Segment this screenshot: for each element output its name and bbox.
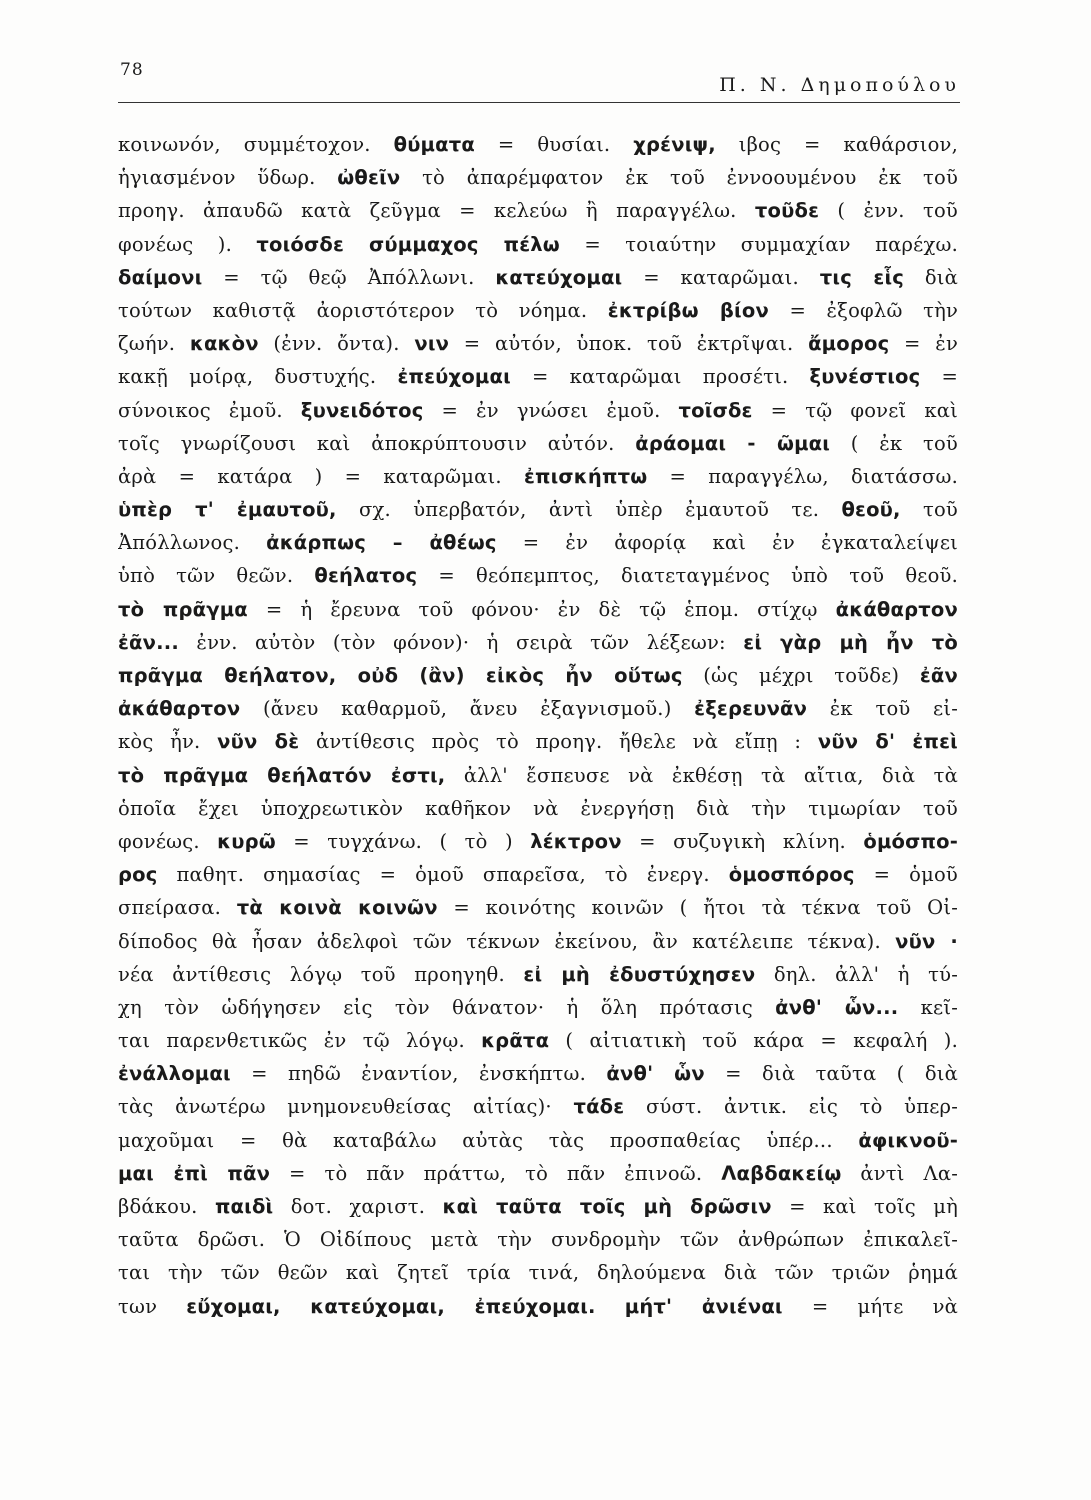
headword: ὁμοσπόρος: [728, 863, 855, 887]
gloss-text: σχ. ὑπερβατόν, ἀντὶ ὑπὲρ ἐμαυτοῦ τε.: [336, 498, 842, 522]
headword: ἐᾶν: [919, 664, 958, 687]
gloss-text: ( ἐνν. τοῦ: [819, 199, 958, 223]
text-line: [118, 659, 958, 692]
gloss-text: σύνοικος ἐμοῦ.: [118, 398, 301, 422]
text-line: [118, 1090, 958, 1123]
headword: μήτ' ἀνιέναι: [624, 1294, 783, 1318]
headword: καὶ ταῦτα τοῖς μὴ δρῶσιν: [442, 1195, 772, 1218]
headword: ἐπισκήπτω: [523, 464, 648, 488]
gloss-text: = καταρῶμαι προσέτι.: [510, 365, 810, 389]
text-line: [118, 161, 958, 194]
text-line: [118, 1157, 958, 1190]
gloss-text: (ἄνευ καθαρμοῦ, ἄνευ ἐξαγνισμοῦ.): [240, 697, 695, 721]
gloss-text: κοινωνόν, συμμέτοχον.: [118, 133, 394, 156]
gloss-text: = ἐν ἀφορίᾳ καὶ ἐν ἐγκαταλείψει: [496, 531, 958, 555]
gloss-text: = τυγχάνω. ( τὸ ): [275, 829, 531, 853]
gloss-text: ζωήν.: [118, 332, 190, 356]
text-line: [118, 294, 958, 327]
gloss-text: = διὰ ταῦτα ( διὰ: [704, 1062, 958, 1086]
headword: ρος: [118, 863, 158, 887]
gloss-text: δίποδος θὰ ἦσαν ἀδελφοὶ τῶν τέκνων ἐκείνου, ἂν κατέλειπε τέκνα).: [118, 929, 896, 953]
text-line: [118, 1290, 958, 1323]
gloss-text: = ἐν γνώσει ἐμοῦ.: [423, 398, 679, 422]
gloss-text: μαχοῦμαι = θὰ καταβάλω αὐτὰς τὰς προσπαθείας ὑπέρ...: [118, 1128, 859, 1152]
gloss-text: κακῇ μοίρᾳ, δυστυχής.: [118, 365, 398, 389]
gloss-text: = κοινότης κοινῶν ( ἤτοι τὰ τέκνα τοῦ Οἰ-: [437, 896, 958, 920]
text-line: [118, 1124, 958, 1157]
gloss-text: ἐκ τοῦ εἰ-: [807, 697, 958, 721]
headword: τάδε: [573, 1095, 625, 1119]
gloss-text: ιβος = καθάρσιον,: [715, 133, 958, 156]
gloss-text: σπείρασα.: [118, 896, 237, 920]
headword: ἄμορος: [808, 332, 890, 356]
text-line: [118, 559, 958, 592]
gloss-text: προηγ. ἀπαυδῶ κατὰ ζεῦγμα = κελεύω ἢ παραγγέλω.: [118, 199, 755, 223]
gloss-text: φονέως ).: [118, 232, 257, 256]
text-line: [118, 128, 958, 161]
gloss-text: ἀλλ' ἔσπευσε νὰ ἐκθέσῃ τὰ αἴτια, διὰ τὰ: [445, 763, 958, 787]
headword: ἀράομαι - ῶμαι: [635, 431, 831, 455]
gloss-text: = τοιαύτην συμμαχίαν παρέχω.: [559, 232, 958, 256]
gloss-text: ( ἐκ τοῦ: [830, 431, 958, 455]
text-line: [118, 692, 958, 725]
headword: παιδὶ: [214, 1195, 274, 1218]
gloss-text: ὑπὸ τῶν θεῶν.: [118, 564, 315, 588]
headword: ὠθεῖν: [337, 166, 401, 190]
text-line: [118, 228, 958, 261]
headword: εἰ γὰρ μὴ ἦν τὸ: [743, 630, 958, 654]
headword: ὑπὲρ τ' ἐμαυτοῦ,: [118, 498, 337, 522]
text-line: [118, 261, 958, 294]
gloss-text: = ἡ ἔρευνα τοῦ φόνου· ἐν δὲ τῷ ἑπομ. στίχῳ: [247, 597, 836, 621]
headword: ἀνθ' ὧν...: [775, 995, 899, 1019]
headword: ἀκάρπως – ἀθέως: [266, 531, 497, 555]
text-line: [118, 194, 958, 227]
text-line: [118, 626, 958, 659]
commentary-text: [118, 128, 958, 1323]
gloss-text: τούτων καθιστᾷ ἀοριστότερον τὸ νόημα.: [118, 298, 608, 322]
headword: κυρῶ: [217, 829, 276, 853]
gloss-text: κεῖ-: [898, 995, 958, 1019]
gloss-text: ἀντίθεσις πρὸς τὸ προηγ. ἤθελε νὰ εἴπῃ :: [299, 730, 818, 754]
gloss-text: ὁποῖα ἔχει ὑποχρεωτικὸν καθῆκον νὰ ἐνεργήσῃ διὰ τὴν τιμωρίαν τοῦ: [118, 796, 958, 820]
gloss-text: τὸ ἀπαρέμφατον ἐκ τοῦ ἐννοουμένου ἐκ τοῦ: [400, 166, 958, 190]
gloss-text: ταῦτα δρῶσι. Ὁ Οἰδίπους μετὰ τὴν συνδρομὴν τῶν ἀνθρώπων ἐπικαλεῖ-: [118, 1228, 958, 1252]
headword: δαίμονι: [118, 265, 203, 289]
gloss-text: = θεόπεμπτος, διατεταγμένος ὑπὸ τοῦ θεοῦ.: [417, 564, 958, 588]
gloss-text: = πηδῶ ἐναντίον, ἐνσκήπτω.: [230, 1062, 607, 1086]
headword: εἰ μὴ ἐδυστύχησεν: [523, 962, 756, 986]
gloss-text: = αὐτόν, ὑποκ. τοῦ ἐκτρῖψαι.: [449, 332, 809, 356]
gloss-text: ται τὴν τῶν θεῶν καὶ ζητεῖ τρία τινά, δηλούμενα διὰ τῶν τριῶν ῥημά: [118, 1261, 958, 1285]
headword: εὔχομαι, κατεύχομαι, ἐπεύχομαι.: [186, 1294, 596, 1318]
gloss-text: [596, 1295, 625, 1318]
gloss-text: = συζυγικὴ κλίνη.: [621, 829, 864, 853]
headword: κατεύχομαι: [495, 265, 623, 289]
gloss-text: =: [920, 365, 958, 389]
headword: ἐπεύχομαι: [397, 365, 511, 389]
text-line: [118, 1024, 958, 1057]
text-line: [118, 427, 958, 460]
gloss-text: Ἀπόλλωνος.: [118, 531, 267, 555]
gloss-text: = τῷ θεῷ Ἀπόλλωνι.: [202, 265, 496, 289]
gloss-text: βδάκου.: [118, 1195, 215, 1218]
gloss-text: = ἐν: [889, 332, 958, 356]
text-line: [118, 1057, 958, 1090]
headword: τοῖσδε: [678, 398, 753, 422]
text-line: [118, 1190, 958, 1223]
headword: θεοῦ,: [841, 498, 901, 522]
text-line: [118, 1256, 958, 1289]
headword: ἐκτρίβω βίον: [607, 298, 769, 322]
headword: νῦν δὲ: [217, 730, 300, 754]
gloss-text: ἐνν. αὐτὸν (τὸν φόνον)· ἡ σειρὰ τῶν λέξεων:: [178, 630, 744, 654]
headword: ἀφικνοῦ-: [858, 1128, 958, 1152]
running-head: Π. Ν. Δημοπούλου: [719, 74, 960, 96]
gloss-text: νέα ἀντίθεσις λόγῳ τοῦ προηγηθ.: [118, 962, 524, 986]
text-line: [118, 759, 958, 792]
gloss-text: = τῷ φονεῖ καὶ: [752, 398, 958, 422]
headword: ἀκάθαρτον: [835, 597, 958, 621]
gloss-text: = καταρῶμαι.: [622, 265, 820, 289]
headword: ξυνέστιος: [809, 365, 921, 389]
headword: ἐξερευνᾶν: [694, 697, 808, 721]
page-number: 78: [120, 60, 144, 80]
text-line: [118, 360, 958, 393]
headword: τις εἷς: [819, 265, 905, 289]
gloss-text: = θυσίαι.: [474, 133, 634, 156]
text-line: [118, 394, 958, 427]
gloss-text: ἡγιασμένον ὕδωρ.: [118, 166, 338, 190]
gloss-text: = τὸ πᾶν πράττω, τὸ πᾶν ἐπινοῶ.: [270, 1161, 722, 1185]
gloss-text: φονέως.: [118, 829, 218, 853]
headword: κακὸν: [189, 332, 259, 356]
headword: ξυνειδότος: [300, 398, 424, 422]
gloss-text: = καὶ τοῖς μὴ: [771, 1195, 958, 1218]
headword: μαι ἐπὶ πᾶν: [118, 1161, 271, 1185]
headword: θεήλατος: [314, 564, 418, 588]
gloss-text: ἀρὰ = κατάρα ) = καταρῶμαι.: [118, 464, 524, 488]
gloss-text: (ἐνν. ὄντα).: [258, 332, 415, 356]
text-line: [118, 825, 958, 858]
gloss-text: = παραγγέλω, διατάσσω.: [647, 464, 958, 488]
text-line: [118, 493, 958, 526]
headword: τὸ πρᾶγμα: [118, 597, 248, 621]
text-line: [118, 327, 958, 360]
text-line: [118, 526, 958, 559]
headword: κρᾶτα: [481, 1029, 550, 1053]
headword: ἀνθ' ὧν: [606, 1062, 705, 1086]
gloss-text: = ὁμοῦ: [854, 863, 958, 887]
text-line: [118, 925, 958, 958]
gloss-text: κὸς ἦν.: [118, 730, 218, 754]
gloss-text: παθητ. σημασίας = ὁμοῦ σπαρεῖσα, τὸ ἐνεργ.: [157, 863, 729, 887]
text-line: [118, 958, 958, 991]
headword: τοιόσδε σύμμαχος πέλω: [256, 232, 560, 256]
headword: ἐνάλλομαι: [118, 1062, 231, 1086]
gloss-text: = μήτε νὰ: [782, 1294, 958, 1318]
headword: θύματα: [393, 133, 475, 156]
headword: ἐᾶν...: [118, 630, 179, 654]
gloss-text: σύστ. ἀντικ. εἰς τὸ ὑπερ-: [624, 1095, 958, 1119]
gloss-text: των: [118, 1294, 187, 1318]
text-line: [118, 460, 958, 493]
gloss-text: ἀντὶ Λα-: [841, 1161, 958, 1185]
headword: ἀκάθαρτον: [118, 697, 241, 721]
headword: χρένιψ,: [633, 133, 716, 156]
gloss-text: (ὡς μέχρι τοῦδε): [682, 664, 920, 687]
page-header: [118, 58, 960, 103]
text-line: [118, 891, 958, 924]
gloss-text: ται παρενθετικῶς ἐν τῷ λόγῳ.: [118, 1029, 482, 1053]
gloss-text: τοῖς γνωρίζουσι καὶ ἀποκρύπτουσιν αὐτόν.: [118, 431, 636, 455]
text-line: [118, 593, 958, 626]
headword: ὁμόσπο-: [863, 829, 958, 853]
headword: λέκτρον: [530, 829, 622, 853]
text-line: [118, 858, 958, 891]
headword: τὰ κοινὰ κοινῶν: [236, 896, 438, 920]
headword: νῦν ·: [895, 929, 958, 953]
headword: νιν: [414, 332, 450, 356]
gloss-text: δηλ. ἀλλ' ἡ τύ-: [755, 962, 958, 986]
gloss-text: τοῦ: [900, 498, 958, 522]
gloss-text: ( αἰτιατικὴ τοῦ κάρα = κεφαλή ).: [549, 1029, 958, 1053]
gloss-text: = ἐξοφλῶ τὴν: [768, 298, 958, 322]
text-line: [118, 1223, 958, 1256]
gloss-text: χη τὸν ὡδήγησεν εἰς τὸν θάνατον· ἡ ὅλη πρότασις: [118, 995, 776, 1019]
text-line: [118, 792, 958, 825]
headword: Λαβδακείῳ: [721, 1161, 842, 1185]
text-line: [118, 725, 958, 758]
gloss-text: διὰ: [904, 265, 958, 289]
headword: νῦν δ' ἐπεὶ: [817, 730, 958, 754]
headword: τοῦδε: [754, 199, 820, 223]
gloss-text: τὰς ἀνωτέρω μνημονευθείσας αἰτίας)·: [118, 1095, 574, 1119]
headword: πρᾶγμα θεήλατον, οὐδ (ἂν) εἰκὸς ἦν οὕτως: [118, 664, 683, 687]
headword: τὸ πρᾶγμα θεήλατόν ἐστι,: [118, 763, 446, 787]
gloss-text: δοτ. χαριστ.: [273, 1195, 443, 1218]
text-line: [118, 991, 958, 1024]
